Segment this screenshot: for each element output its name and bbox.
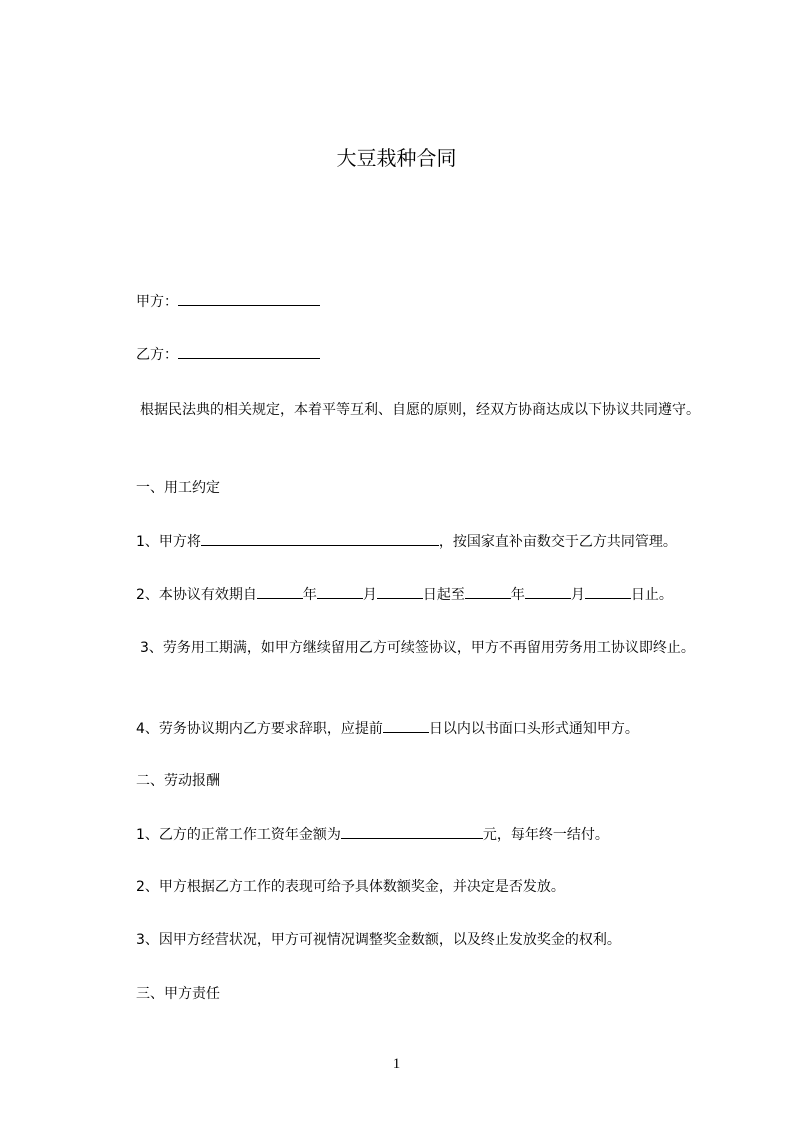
- day-from-label: 日起至: [422, 587, 465, 603]
- start-month-blank[interactable]: [317, 584, 363, 599]
- start-year-blank[interactable]: [257, 584, 303, 599]
- section1-item4-text-end: 日以内以书面口头形式通知甲方。: [428, 721, 639, 737]
- end-year-blank[interactable]: [465, 584, 511, 599]
- section1-item4-text: 4、劳务协议期内乙方要求辞职，应提前: [136, 721, 383, 737]
- end-month-blank[interactable]: [525, 584, 571, 599]
- annual-wage-blank[interactable]: [341, 824, 483, 839]
- month-label: 月: [362, 587, 377, 603]
- intro-paragraph: 根据民法典的相关规定，本着平等互利、自愿的原则，经双方协商达成以下协议共同遵守。: [140, 402, 700, 418]
- section2-item1: [136, 824, 733, 845]
- end-day-blank[interactable]: [585, 584, 631, 599]
- party-b-label: 乙方：: [136, 347, 178, 363]
- section2-item3: 3、因甲方经营状况，甲方可视情况调整奖金数额，以及终止发放奖金的权利。: [136, 932, 621, 948]
- start-day-blank[interactable]: [377, 584, 423, 599]
- section1-item1-text: 1、甲方将: [136, 534, 201, 550]
- section2-item1-text-end: 元，每年终一结付。: [482, 827, 609, 843]
- month-label-2: 月: [570, 587, 585, 603]
- section1-item1-blank[interactable]: [201, 531, 439, 546]
- section1-item1-text-end: ，按国家直补亩数交于乙方共同管理。: [438, 534, 677, 550]
- section1-item4: [136, 718, 733, 739]
- party-b-line: [136, 344, 733, 365]
- section2-item2: 2、甲方根据乙方工作的表现可给予具体数额奖金，并决定是否发放。: [136, 879, 565, 895]
- section3-heading: 三、甲方责任: [136, 986, 220, 1002]
- party-b-blank[interactable]: [178, 344, 320, 359]
- party-a-blank[interactable]: [178, 291, 320, 306]
- document-title: 大豆栽种合同: [336, 146, 457, 170]
- notice-days-blank[interactable]: [383, 718, 429, 733]
- party-a-label: 甲方：: [136, 294, 178, 310]
- day-to-label: 日止。: [630, 587, 673, 603]
- section1-item2-text: 2、本协议有效期自: [136, 587, 257, 603]
- page-number: 1: [392, 1056, 401, 1072]
- section1-item1: [136, 531, 733, 552]
- year-label: 年: [302, 587, 317, 603]
- section1-item3: 3、劳务用工期满，如甲方继续留用乙方可续签协议，甲方不再留用劳务用工协议即终止。: [140, 640, 695, 656]
- section2-item1-text: 1、乙方的正常工作工资年金额为: [136, 827, 341, 843]
- year-label-2: 年: [510, 587, 525, 603]
- section2-heading: 二、劳动报酬: [136, 773, 220, 789]
- section1-heading: 一、用工约定: [136, 480, 220, 496]
- section1-item2: [136, 584, 733, 605]
- party-a-line: [136, 291, 733, 312]
